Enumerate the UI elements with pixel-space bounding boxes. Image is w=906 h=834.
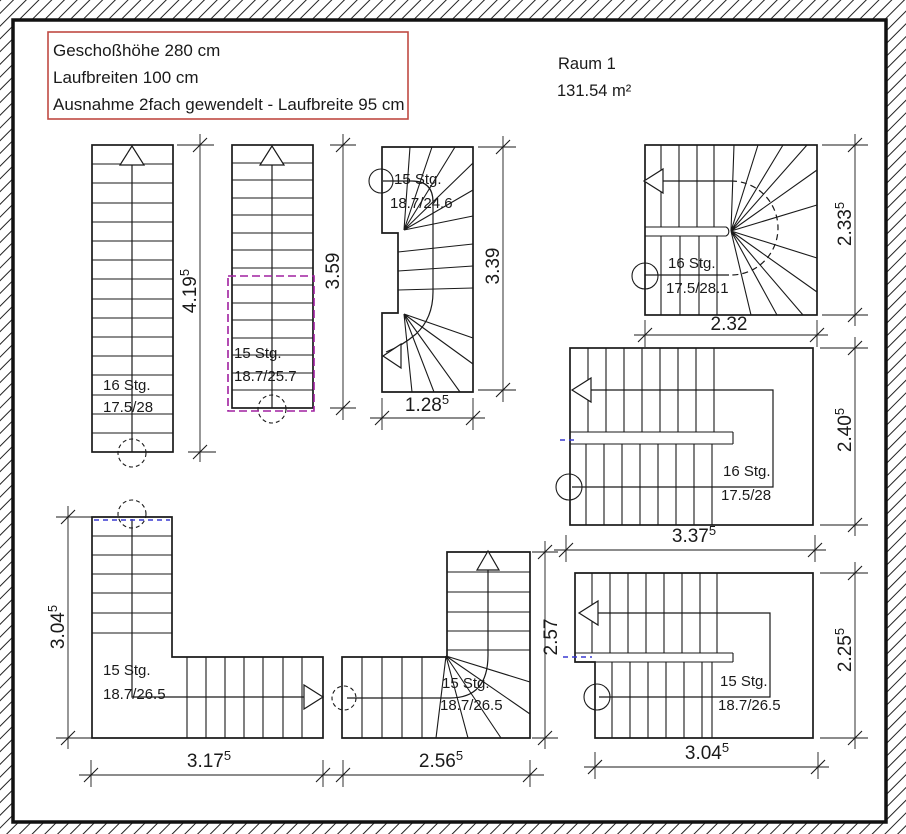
svg-text:2.565: 2.56$^5$ bbox=[418, 748, 464, 772]
svg-text:3.175: 3.17$^5$ bbox=[186, 748, 232, 772]
stair-ratio-label: 18.7/24.6 bbox=[390, 195, 453, 212]
svg-text:2.405: 2.40$^5$ bbox=[832, 407, 856, 453]
stair-ratio-label: 18.7/26.5 bbox=[103, 686, 166, 703]
svg-text:3.39: 3.39 bbox=[483, 247, 504, 285]
note-box bbox=[48, 32, 408, 119]
svg-text:3.59: 3.59 bbox=[323, 252, 344, 290]
stair-steps-label: 16 Stg. bbox=[723, 463, 771, 480]
stair-ratio-label: 17.5/28.1 bbox=[666, 280, 729, 297]
stair-steps-label: 15 Stg. bbox=[234, 345, 282, 362]
svg-text:2.255: 2.25$^5$ bbox=[832, 627, 856, 673]
svg-text:2.57: 2.57 bbox=[541, 618, 562, 656]
stair-ratio-label: 18.7/26.5 bbox=[440, 697, 503, 714]
note-line-3: Ausnahme 2fach gewendelt - Laufbreite 95 cm bbox=[53, 95, 405, 114]
stair-steps-label: 15 Stg. bbox=[103, 662, 151, 679]
svg-text:3.375: 3.37$^5$ bbox=[671, 523, 717, 547]
svg-text:3.045: 3.04$^5$ bbox=[45, 604, 69, 650]
note-line-1: Geschoßhöhe 280 cm bbox=[53, 41, 221, 60]
stair-steps-label: 16 Stg. bbox=[668, 255, 716, 272]
stair-steps-label: 15 Stg. bbox=[442, 675, 490, 692]
stair-steps-label: 15 Stg. bbox=[394, 171, 442, 188]
stair-steps-label: 15 Stg. bbox=[720, 673, 768, 690]
stair-ratio-label: 18.7/25.7 bbox=[234, 368, 297, 385]
svg-text:2.32: 2.32 bbox=[710, 314, 748, 335]
svg-text:1.285: 1.28$^5$ bbox=[404, 392, 450, 416]
note-line-2: Laufbreiten 100 cm bbox=[53, 68, 199, 87]
room-area: 131.54 m² bbox=[557, 82, 632, 100]
svg-text:2.335: 2.33$^5$ bbox=[832, 201, 856, 247]
svg-text:4.195: 4.19$^5$ bbox=[177, 268, 201, 314]
room-name: Raum 1 bbox=[558, 55, 616, 73]
svg-text:3.045: 3.04$^5$ bbox=[684, 740, 730, 764]
stair-ratio-label: 17.5/28 bbox=[103, 399, 154, 416]
stair-ratio-label: 17.5/28 bbox=[721, 487, 772, 504]
stair-steps-label: 16 Stg. bbox=[103, 377, 151, 394]
stair-ratio-label: 18.7/26.5 bbox=[718, 697, 781, 714]
